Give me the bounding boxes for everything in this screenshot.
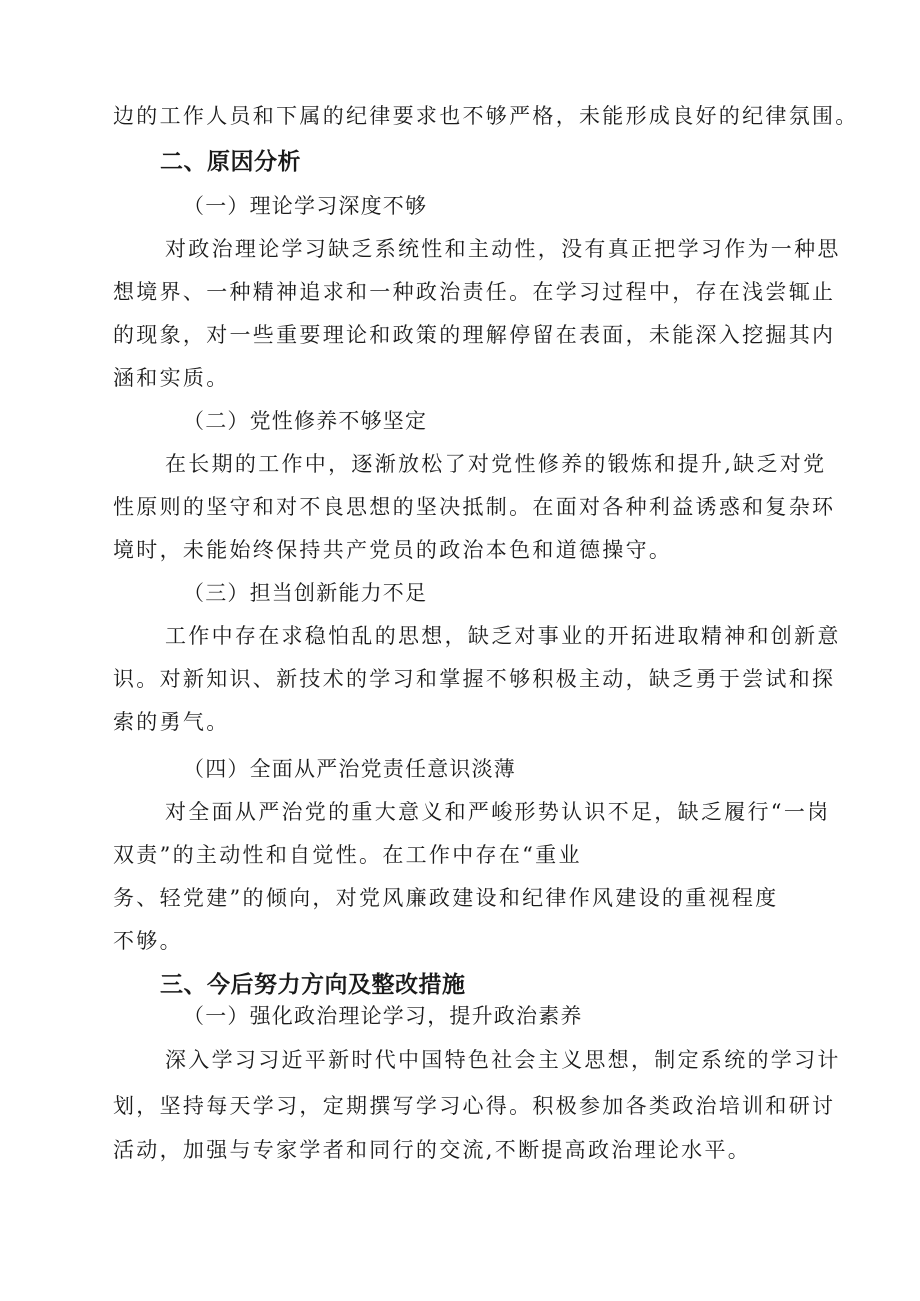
paragraph-line: 在长期的工作中，逐渐放松了对党性修养的锻炼和提升,缺乏对党: [165, 452, 827, 476]
section-heading: 二、原因分析: [160, 149, 301, 175]
paragraph-line: 深入学习习近平新时代中国特色社会主义思想，制定系统的学习计: [165, 1048, 841, 1072]
paragraph-line: 境时，未能始终保持共产党员的政治本色和道德操守。: [113, 538, 673, 562]
subheading: （三）担当创新能力不足: [183, 581, 428, 605]
paragraph-line: 对全面从严治党的重大意义和严峻形势认识不足，缺乏履行“一岗: [165, 800, 831, 824]
paragraph-line: 边的工作人员和下属的纪律要求也不够严格，未能形成良好的纪律氛围。: [113, 104, 859, 128]
paragraph-line: 识。对新知识、新技术的学习和掌握不够积极主动，缺乏勇于尝试和探: [113, 667, 836, 691]
paragraph-line: 的现象，对一些重要理论和政策的理解停留在表面，未能深入挖掘其内: [113, 323, 836, 347]
paragraph-line: 务、轻党建”的倾向，对党风廉政建设和纪律作风建设的重视程度: [113, 886, 779, 910]
section-heading: 三、今后努力方向及整改措施: [160, 972, 466, 998]
subheading: （二）党性修养不够坚定: [183, 409, 428, 433]
paragraph-line: 对政治理论学习缺乏系统性和主动性，没有真正把学习作为一种思: [165, 237, 841, 261]
paragraph-line: 工作中存在求稳怕乱的思想，缺乏对事业的开拓进取精神和创新意: [165, 624, 841, 648]
subheading: （一）理论学习深度不够: [183, 194, 428, 218]
paragraph-line: 不够。: [113, 929, 183, 953]
paragraph-line: 活动，加强与专家学者和同行的交流,不断提高政治理论水平。: [113, 1138, 752, 1162]
paragraph-line: 想境界、一种精神追求和一种政治责任。在学习过程中，存在浅尝辄止: [113, 280, 836, 304]
paragraph-line: 涵和实质。: [113, 366, 230, 390]
paragraph-line: 索的勇气。: [113, 710, 230, 734]
subheading: （四）全面从严治党责任意识淡薄: [183, 757, 516, 781]
paragraph-line: 性原则的坚守和对不良思想的坚决抵制。在面对各种利益诱惑和复杂环: [113, 495, 836, 519]
subheading: （一）强化政治理论学习，提升政治素养: [183, 1004, 583, 1028]
paragraph-line: 划，坚持每天学习，定期撰写学习心得。积极参加各类政治培训和研讨: [113, 1094, 836, 1118]
paragraph-line: 双责”的主动性和自觉性。在工作中存在“重业: [113, 843, 582, 867]
